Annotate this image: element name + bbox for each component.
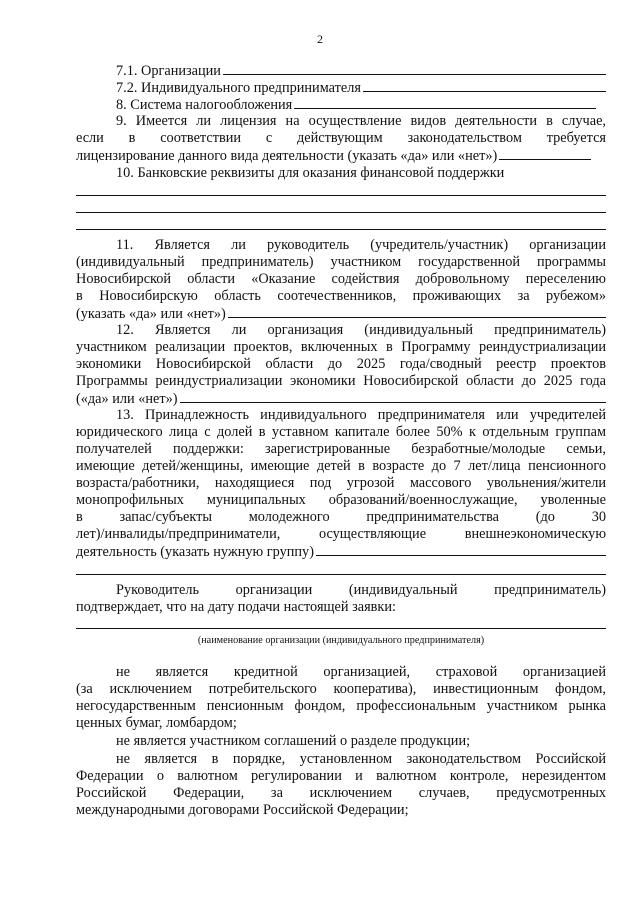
declaration-3-line-1: не является в порядке, установленном законодательством Российской [116, 751, 606, 767]
field-7-2-blank[interactable] [363, 79, 606, 92]
field-9-blank[interactable] [499, 147, 591, 160]
field-13-line-8: лет)/инвалиды/предприниматели, осуществляющие внешнеэкономическую [76, 526, 606, 542]
declaration-1-line-1: не является кредитной организацией, страховой организацией [116, 664, 606, 680]
field-10-blank-1[interactable] [76, 195, 606, 196]
field-7-1-blank[interactable] [223, 62, 606, 75]
field-8 [116, 96, 606, 114]
field-12-line-4: Программы реиндустриализации экономики Новосибирской области до 2025 года [76, 373, 606, 389]
field-11-line-4: в Новосибирскую область соотечественников, проживающих за рубежом» [76, 288, 606, 304]
field-10-label: 10. Банковские реквизиты для оказания финансовой поддержки [116, 165, 505, 181]
field-13-blank[interactable] [316, 543, 606, 556]
declaration-1-line-3: негосударственным пенсионным фондом, профессиональным участником рынка [76, 698, 606, 714]
field-8-blank[interactable] [294, 96, 596, 109]
field-11-line-5 [76, 305, 606, 323]
field-12-blank[interactable] [180, 390, 606, 403]
field-13-line-4: имеющие детей/женщины, имеющие детей в возрасте до 7 лет/лица пенсионного [76, 458, 606, 474]
field-13-line-7: в запас/субъекты молодежного предпринимательства (до 30 [76, 509, 606, 525]
field-9-line-3 [76, 147, 606, 165]
field-13-line-5: возраста/работники, находящиеся под угрозой массового увольнения/жители [76, 475, 606, 491]
field-7-2-label: 7.2. Индивидуального предпринимателя [116, 80, 361, 96]
field-13-line-9 [76, 543, 606, 561]
field-7-2 [116, 79, 606, 97]
organization-name-blank[interactable] [76, 628, 606, 629]
field-13-line-6: монопрофильных муниципальных образований/военнослужащие, уволенные [76, 492, 606, 508]
page-number: 2 [317, 32, 323, 46]
field-9-line-2: если в соответствии с действующим законодательством требуется [76, 130, 606, 146]
field-11-line-2: (индивидуальный предприниматель) участником государственной программы [76, 254, 606, 270]
field-12-line-1: 12. Является ли организация (индивидуальный предприниматель) [116, 322, 606, 338]
declaration-3-line-2: Федерации о валютном регулировании и валютном контроле, нерезидентом [76, 768, 606, 784]
field-13-line-3: получателей поддержки: зарегистрированные безработные/молодые семьи, [76, 441, 606, 457]
declaration-3-line-3: Российской Федерации, за исключением случаев, предусмотренных [76, 785, 606, 801]
field-10-blank-2[interactable] [76, 212, 606, 213]
field-12-label: («да» или «нет») [76, 391, 178, 407]
field-11-line-1: 11. Является ли руководитель (учредитель/участник) организации [116, 237, 606, 253]
field-7-1 [116, 62, 606, 80]
field-13-label: деятельность (указать нужную группу) [76, 544, 314, 560]
field-13-line-2: юридического лица с долей в уставном капитале более 50% к отдельным группам [76, 424, 606, 440]
field-12-line-3: экономики Новосибирской области до 2025 года/сводный реестр проектов [76, 356, 606, 372]
field-10-blank-3[interactable] [76, 229, 606, 230]
field-11-label: (указать «да» или «нет») [76, 306, 226, 322]
declaration-1-line-4: ценных бумаг, ломбардом; [76, 715, 237, 731]
declaration-3-line-4: международными договорами Российской Федерации; [76, 802, 409, 818]
field-8-label: 8. Система налогообложения [116, 97, 293, 113]
field-12-line-2: участником реализации проектов, включенных в Программу реиндустриализации [76, 339, 606, 355]
field-13-blank-2[interactable] [76, 574, 606, 575]
declaration-1-line-2: (за исключением потребительского кооператива), инвестиционным фондом, [76, 681, 606, 697]
confirm-line-1: Руководитель организации (индивидуальный предприниматель) [116, 582, 606, 598]
field-7-1-label: 7.1. Организации [116, 63, 221, 79]
confirm-line-2: подтверждает, что на дату подачи настоящей заявки: [76, 599, 396, 615]
organization-name-caption: (наименование организации (индивидуального предпринимателя) [197, 635, 485, 646]
field-13-line-1: 13. Принадлежность индивидуального предпринимателя или учредителей [116, 407, 606, 423]
field-9-label: лицензирование данного вида деятельности (указать «да» или «нет») [76, 148, 498, 164]
field-11-line-3: Новосибирской области «Оказание содействия добровольному переселению [76, 271, 606, 287]
field-11-blank[interactable] [228, 305, 606, 318]
field-12-line-5 [76, 390, 606, 408]
field-9-line-1: 9. Имеется ли лицензия на осуществление видов деятельности в случае, [116, 113, 606, 129]
declaration-2: не является участником соглашений о разделе продукции; [116, 733, 471, 749]
